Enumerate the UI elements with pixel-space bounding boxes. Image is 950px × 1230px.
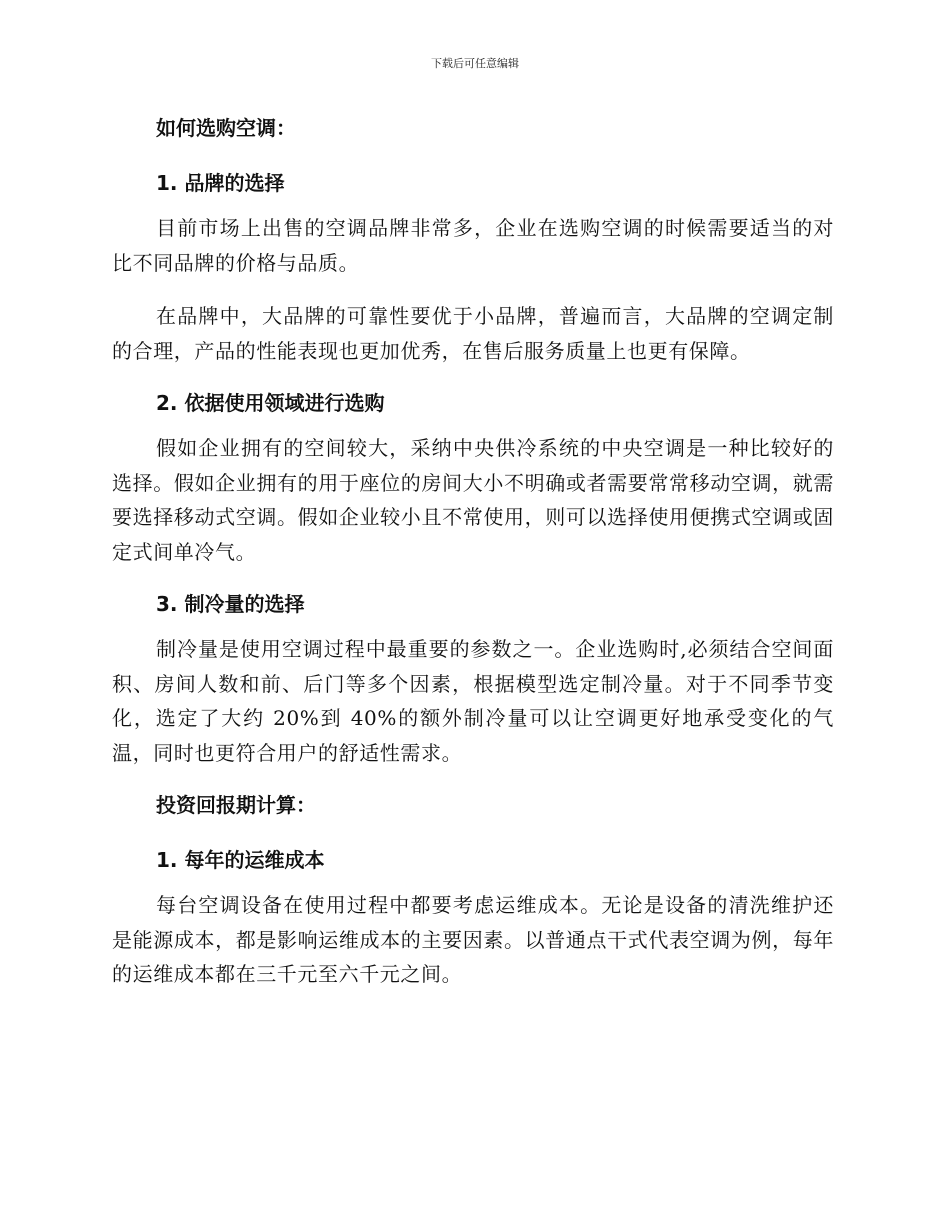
paragraph: 假如企业拥有的空间较大，采纳中央供冷系统的中央空调是一种比较好的选择。假如企业拥有的用于座位的房间大小不明确或者需要常常移动空调，就需要选择移动式空调。假如企业较小且不常使用，则可以选择使用便携式空调或固定式间单冷气。: [112, 436, 834, 564]
paragraph: 在品牌中，大品牌的可靠性要优于小品牌，普遍而言，大品牌的空调定制的合理，产品的性能表现也更加优秀，在售后服务质量上也更有保障。: [112, 304, 834, 363]
section-title-how-to-buy: 如何选购空调：: [156, 116, 296, 140]
subsection-title-cooling: 3. 制冷量的选择: [156, 592, 305, 616]
subsection-title-usage: 2. 依据使用领域进行选购: [156, 391, 385, 415]
paragraph: 每台空调设备在使用过程中都要考虑运维成本。无论是设备的清洗维护还是能源成本，都是影响运维成本的主要因素。以普通点干式代表空调为例，每年的运维成本都在三千元至六千元之间。: [112, 893, 834, 986]
paragraph: 目前市场上出售的空调品牌非常多，企业在选购空调的时候需要适当的对比不同品牌的价格与品质。: [112, 216, 834, 275]
section-title-roi: 投资回报期计算：: [156, 793, 316, 817]
subsection-title-maintenance: 1. 每年的运维成本: [156, 848, 325, 872]
document-body: [112, 112, 834, 1011]
page-header-note: 下载后可任意编辑: [431, 57, 519, 70]
paragraph: 制冷量是使用空调过程中最重要的参数之一。企业选购时,必须结合空间面积、房间人数和前、后门等多个因素，根据模型选定制冷量。对于不同季节变化，选定了大约 20%到 40%的额外制冷量可以让空调更好地承受变化的气温，同时也更符合用户的舒适性需求。: [112, 637, 834, 765]
subsection-title-brand: 1. 品牌的选择: [156, 171, 285, 195]
